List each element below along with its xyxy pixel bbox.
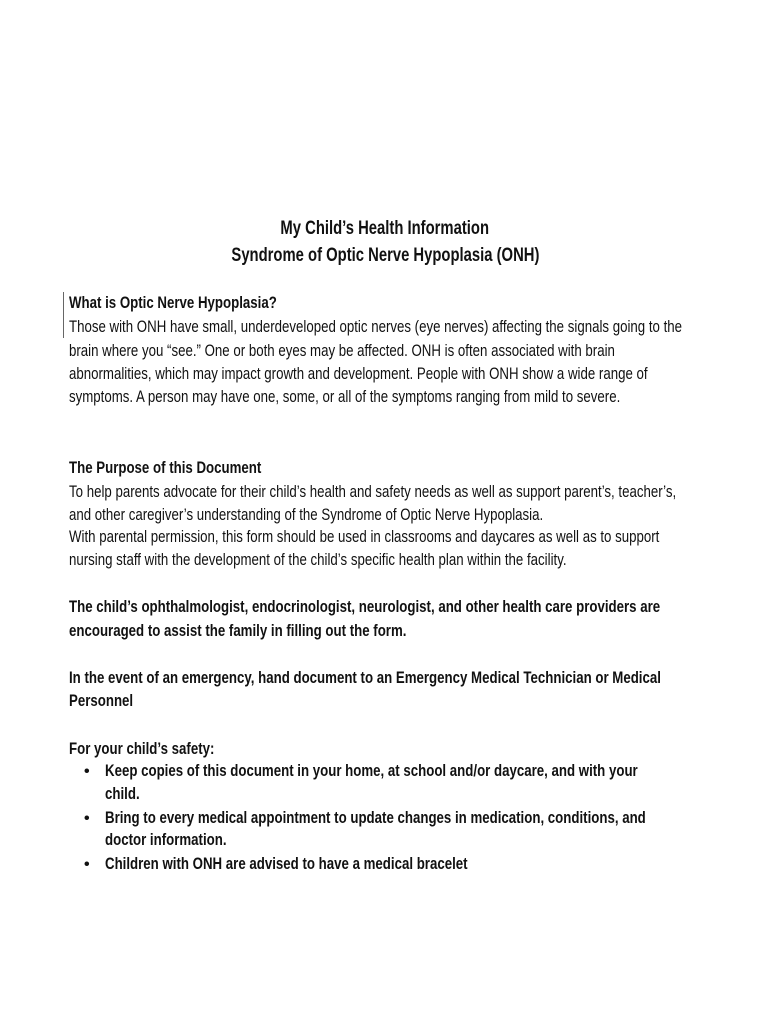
list-item: Bring to every medical appointment to update changes in medication, conditions, and xyxy=(105,808,646,827)
emergency-note-line: In the event of an emergency, hand document to an Emergency Medical Technician or Medical xyxy=(69,668,661,687)
bullet-marker: • xyxy=(84,763,90,780)
section-heading-what-is: What is Optic Nerve Hypoplasia? xyxy=(69,293,277,312)
bullet-marker: • xyxy=(84,856,90,873)
bullet-marker: • xyxy=(84,810,90,827)
list-item: Children with ONH are advised to have a medical bracelet xyxy=(105,854,468,873)
providers-note-line: encouraged to assist the family in filling out the form. xyxy=(69,621,407,640)
providers-note-line: The child’s ophthalmologist, endocrinologist, neurologist, and other health care providers are xyxy=(69,597,661,616)
emergency-note-line: Personnel xyxy=(69,691,134,710)
list-item: Keep copies of this document in your home, at school and/or daycare, and with your xyxy=(105,761,638,780)
section-heading-purpose: The Purpose of this Document xyxy=(69,458,262,477)
paragraph-line: symptoms. A person may have one, some, or all of the symptoms ranging from mild to severe. xyxy=(69,387,621,406)
margin-change-bar xyxy=(63,292,64,338)
document-subtitle: Syndrome of Optic Nerve Hypoplasia (ONH) xyxy=(230,245,539,266)
document-title: My Child’s Health Information xyxy=(280,218,490,239)
paragraph-line: nursing staff with the development of the child’s specific health plan within the facility. xyxy=(69,550,567,569)
paragraph-line: brain where you “see.” One or both eyes may be affected. ONH is often associated with brain xyxy=(69,341,615,360)
section-heading-safety: For your child’s safety: xyxy=(69,739,215,758)
list-item-continuation: child. xyxy=(105,784,140,803)
paragraph-line: Those with ONH have small, underdeveloped optic nerves (eye nerves) affecting the signals going to the xyxy=(69,317,683,336)
paragraph-line: and other caregiver’s understanding of the Syndrome of Optic Nerve Hypoplasia. xyxy=(69,505,544,524)
paragraph-line: With parental permission, this form should be used in classrooms and daycares as well as to support xyxy=(69,527,660,546)
list-item-continuation: doctor information. xyxy=(105,830,227,849)
paragraph-line: To help parents advocate for their child’s health and safety needs as well as support parent’s, teacher’s, xyxy=(69,482,677,501)
paragraph-line: abnormalities, which may impact growth and development. People with ONH show a wide range of xyxy=(69,364,648,383)
